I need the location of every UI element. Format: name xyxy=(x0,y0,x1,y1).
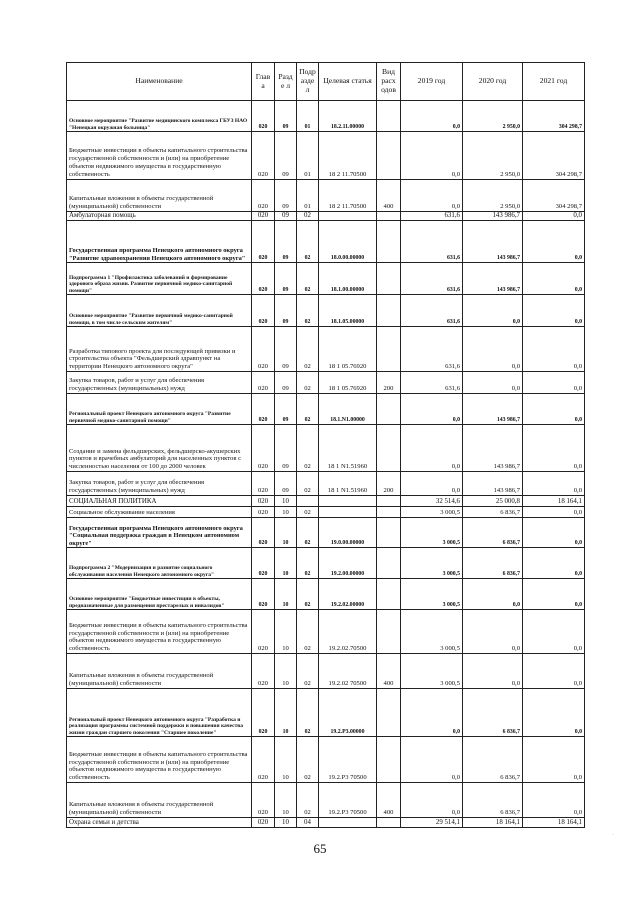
row-2019: 631,6 xyxy=(401,295,463,327)
row-glava: 020 xyxy=(252,472,275,496)
row-glava: 020 xyxy=(252,689,275,737)
row-glava: 020 xyxy=(252,579,275,610)
row-target-article: 18 2 11.70500 xyxy=(319,132,377,180)
row-target-article: 18.2.11.00000 xyxy=(319,101,377,132)
row-expense-type xyxy=(377,496,401,507)
row-name: Капитальные вложения в объекты государственной (муниципальной) собственности xyxy=(67,180,252,212)
row-expense-type xyxy=(377,689,401,737)
row-2021: 0,0 xyxy=(523,472,585,496)
row-glava: 020 xyxy=(252,180,275,212)
row-razdel: 09 xyxy=(275,295,297,327)
row-2021: 0,0 xyxy=(523,372,585,394)
row-2020: 6 836,7 xyxy=(463,737,523,783)
row-expense-type xyxy=(377,212,401,221)
row-expense-type xyxy=(377,263,401,295)
row-glava: 020 xyxy=(252,295,275,327)
row-2020: 143 986,7 xyxy=(463,394,523,425)
table-row xyxy=(67,101,585,132)
header-year-2020: 2020 год xyxy=(463,63,523,101)
header-target-article: Целевая статья xyxy=(319,63,377,101)
table-row xyxy=(67,372,585,394)
row-razdel: 10 xyxy=(275,518,297,548)
table-row xyxy=(67,654,585,689)
row-2020: 143 986,7 xyxy=(463,212,523,221)
row-2021: 0,0 xyxy=(523,689,585,737)
row-2019: 631,6 xyxy=(401,212,463,221)
header-year-2021: 2021 год xyxy=(523,63,585,101)
row-name: Бюджетные инвестиции в объекты капитального строительства государственной собственности и (или) на приобретение объектов недвижимого имущества в государственную собственность xyxy=(67,737,252,783)
budget-table xyxy=(66,62,585,828)
row-expense-type xyxy=(377,221,401,263)
row-name: Государственная программа Ненецкого автономного округа "Социальная поддержка граждан в Ненецком автономном округе" xyxy=(67,518,252,548)
row-podrazdel: 02 xyxy=(297,472,319,496)
row-2021: 304 298,7 xyxy=(523,101,585,132)
row-glava: 020 xyxy=(252,518,275,548)
row-razdel: 10 xyxy=(275,783,297,818)
row-razdel: 09 xyxy=(275,472,297,496)
row-name: Региональный проект Ненецкого автономного округа "Разработка и реализация программы системной поддержки и повышения качества жизни граждан старшего поколения "Старшее поколение" xyxy=(67,689,252,737)
row-name: Создание и замена фельдшерских, фельдшерско-акушерских пунктов и врачебных амбулаторий для населенных пунктов с численностью населения от 100 до 2000 человек xyxy=(67,425,252,472)
row-target-article: 19.2.02.70500 xyxy=(319,610,377,654)
row-2019: 3 000,5 xyxy=(401,654,463,689)
row-2019: 0,0 xyxy=(401,101,463,132)
table-row xyxy=(67,818,585,828)
row-glava: 020 xyxy=(252,425,275,472)
row-expense-type: 400 xyxy=(377,783,401,818)
row-2021: 304 298,7 xyxy=(523,132,585,180)
table-row xyxy=(67,579,585,610)
row-razdel: 09 xyxy=(275,263,297,295)
row-podrazdel: 02 xyxy=(297,212,319,221)
row-expense-type xyxy=(377,518,401,548)
row-2019: 0,0 xyxy=(401,180,463,212)
row-podrazdel: 02 xyxy=(297,783,319,818)
row-razdel: 09 xyxy=(275,221,297,263)
row-name: Основное мероприятие "Развитие медицинского комплекса ГБУЗ НАО "Ненецкая окружная больница" xyxy=(67,101,252,132)
row-podrazdel: 02 xyxy=(297,507,319,518)
header-podrazdel: Подр аздел xyxy=(297,63,319,101)
row-2021: 0,0 xyxy=(523,579,585,610)
row-glava: 020 xyxy=(252,394,275,425)
row-podrazdel: 02 xyxy=(297,579,319,610)
row-target-article: 18.1.00.00000 xyxy=(319,263,377,295)
row-2019: 631,6 xyxy=(401,372,463,394)
row-name: Региональный проект Ненецкого автономного округа "Развитие первичной медико-санитарной помощи" xyxy=(67,394,252,425)
row-expense-type xyxy=(377,327,401,372)
row-expense-type: 200 xyxy=(377,472,401,496)
row-2021: 0,0 xyxy=(523,783,585,818)
row-glava: 020 xyxy=(252,654,275,689)
row-name: Бюджетные инвестиции в объекты капитального строительства государственной собственности и (или) на приобретение объектов недвижимого имущества в государственную собственность xyxy=(67,132,252,180)
row-2019: 32 514,6 xyxy=(401,496,463,507)
row-podrazdel: 02 xyxy=(297,221,319,263)
row-2020: 0,0 xyxy=(463,579,523,610)
table-row xyxy=(67,295,585,327)
table-row xyxy=(67,518,585,548)
row-glava: 020 xyxy=(252,101,275,132)
row-name: Государственная программа Ненецкого автономного округа "Развитие здравоохранения Ненецкого автономного округа" xyxy=(67,221,252,263)
row-2019: 3 000,5 xyxy=(401,548,463,579)
row-target-article xyxy=(319,212,377,221)
row-glava: 020 xyxy=(252,818,275,828)
row-razdel: 10 xyxy=(275,548,297,579)
row-target-article: 19.2.00.00000 xyxy=(319,548,377,579)
header-name: Наименование xyxy=(67,63,252,101)
row-2021: 0,0 xyxy=(523,221,585,263)
row-glava: 020 xyxy=(252,737,275,783)
row-name: Закупка товаров, работ и услуг для обеспечения государственных (муниципальных) нужд xyxy=(67,372,252,394)
row-expense-type xyxy=(377,295,401,327)
header-year-2019: 2019 год xyxy=(401,63,463,101)
row-expense-type xyxy=(377,394,401,425)
row-2020: 143 986,7 xyxy=(463,425,523,472)
row-podrazdel: 01 xyxy=(297,101,319,132)
row-target-article: 18 1 N1.51960 xyxy=(319,472,377,496)
row-expense-type xyxy=(377,101,401,132)
row-expense-type: 400 xyxy=(377,654,401,689)
header-expense-type: Вид расх одов xyxy=(377,63,401,101)
row-2021: 0,0 xyxy=(523,212,585,221)
row-expense-type: 200 xyxy=(377,372,401,394)
row-target-article xyxy=(319,496,377,507)
row-2019: 3 000,5 xyxy=(401,507,463,518)
row-razdel: 09 xyxy=(275,327,297,372)
row-razdel: 10 xyxy=(275,496,297,507)
table-row xyxy=(67,548,585,579)
row-razdel: 10 xyxy=(275,818,297,828)
row-2019: 3 000,5 xyxy=(401,610,463,654)
row-2021: 0,0 xyxy=(523,425,585,472)
table-row xyxy=(67,327,585,372)
row-target-article xyxy=(319,818,377,828)
row-expense-type xyxy=(377,610,401,654)
row-2021: 0,0 xyxy=(523,507,585,518)
row-target-article: 18 1 05.76920 xyxy=(319,372,377,394)
row-glava: 020 xyxy=(252,507,275,518)
table-row xyxy=(67,689,585,737)
row-razdel: 09 xyxy=(275,425,297,472)
row-razdel: 10 xyxy=(275,737,297,783)
table-row xyxy=(67,507,585,518)
row-glava: 020 xyxy=(252,263,275,295)
row-2021: 0,0 xyxy=(523,518,585,548)
table-row xyxy=(67,472,585,496)
table-row xyxy=(67,212,585,221)
row-name: Подпрограмма 2 "Модернизация и развитие социального обслуживания населения Ненецкого автономного округа" xyxy=(67,548,252,579)
row-podrazdel: 02 xyxy=(297,654,319,689)
row-target-article: 18.1.N1.00000 xyxy=(319,394,377,425)
row-razdel: 09 xyxy=(275,394,297,425)
row-podrazdel: 02 xyxy=(297,263,319,295)
row-2020: 25 000,8 xyxy=(463,496,523,507)
row-expense-type xyxy=(377,425,401,472)
row-2020: 0,0 xyxy=(463,372,523,394)
row-expense-type xyxy=(377,579,401,610)
row-glava: 020 xyxy=(252,610,275,654)
row-2019: 0,0 xyxy=(401,425,463,472)
row-podrazdel: 02 xyxy=(297,689,319,737)
table-row xyxy=(67,263,585,295)
row-glava: 020 xyxy=(252,221,275,263)
row-glava: 020 xyxy=(252,212,275,221)
row-2021: 0,0 xyxy=(523,737,585,783)
table-row xyxy=(67,610,585,654)
row-2020: 0,0 xyxy=(463,295,523,327)
row-2021: 18 164,1 xyxy=(523,818,585,828)
row-razdel: 09 xyxy=(275,180,297,212)
table-row xyxy=(67,180,585,212)
row-2020: 18 164,1 xyxy=(463,818,523,828)
row-2020: 143 986,7 xyxy=(463,263,523,295)
row-glava: 020 xyxy=(252,548,275,579)
row-2020: 143 986,7 xyxy=(463,221,523,263)
row-2019: 0,0 xyxy=(401,472,463,496)
row-2019: 631,6 xyxy=(401,327,463,372)
table-header-row xyxy=(67,63,585,101)
row-name: Закупка товаров, работ и услуг для обеспечения государственных (муниципальных) нужд xyxy=(67,472,252,496)
header-glava: Глав а xyxy=(252,63,275,101)
row-glava: 020 xyxy=(252,132,275,180)
row-glava: 020 xyxy=(252,783,275,818)
row-name: Охрана семьи и детства xyxy=(67,818,252,828)
row-2019: 3 000,5 xyxy=(401,518,463,548)
row-expense-type xyxy=(377,548,401,579)
table-row xyxy=(67,221,585,263)
row-podrazdel: 02 xyxy=(297,295,319,327)
row-name: Капитальные вложения в объекты государственной (муниципальной) собственности xyxy=(67,783,252,818)
row-2021: 0,0 xyxy=(523,295,585,327)
row-2019: 0,0 xyxy=(401,689,463,737)
table-row xyxy=(67,783,585,818)
row-name: Подпрограмма 1 "Профилактика заболеваний и формирование здорового образа жизни. Развитие первичной медико-санитарной помощи" xyxy=(67,263,252,295)
row-expense-type xyxy=(377,737,401,783)
row-2021: 304 298,7 xyxy=(523,180,585,212)
row-2020: 6 836,7 xyxy=(463,689,523,737)
row-2019: 0,0 xyxy=(401,394,463,425)
row-target-article: 18 2 11.70500 xyxy=(319,180,377,212)
table-row xyxy=(67,496,585,507)
row-podrazdel: 02 xyxy=(297,518,319,548)
row-2019: 0,0 xyxy=(401,132,463,180)
row-podrazdel: 02 xyxy=(297,327,319,372)
row-name: Социальное обслуживание населения xyxy=(67,507,252,518)
row-2020: 2 950,0 xyxy=(463,101,523,132)
row-podrazdel: 04 xyxy=(297,818,319,828)
row-2019: 29 514,1 xyxy=(401,818,463,828)
row-2020: 0,0 xyxy=(463,610,523,654)
row-razdel: 09 xyxy=(275,212,297,221)
row-razdel: 09 xyxy=(275,132,297,180)
page-number: 65 xyxy=(313,841,327,856)
row-target-article: 19.0.00.00000 xyxy=(319,518,377,548)
row-expense-type xyxy=(377,132,401,180)
row-name: СОЦИАЛЬНАЯ ПОЛИТИКА xyxy=(67,496,252,507)
row-name: Разработка типового проекта для последующей привязки и строительства объекта "Фельдшерский здравпункт на территории Ненецкого автономного округа" xyxy=(67,327,252,372)
row-2021: 0,0 xyxy=(523,610,585,654)
row-podrazdel: 02 xyxy=(297,737,319,783)
row-target-article: 19.2.02 70500 xyxy=(319,654,377,689)
row-2021: 0,0 xyxy=(523,394,585,425)
row-razdel: 09 xyxy=(275,372,297,394)
row-razdel: 10 xyxy=(275,689,297,737)
row-2019: 3 000,5 xyxy=(401,579,463,610)
row-glava: 020 xyxy=(252,496,275,507)
row-target-article: 19.2.P3 70500 xyxy=(319,783,377,818)
row-name: Основное мероприятие "Бюджетные инвестиции в объекты, предназначенные для размещения престарелых и инвалидов" xyxy=(67,579,252,610)
row-name: Капитальные вложения в объекты государственной (муниципальной) собственности xyxy=(67,654,252,689)
row-target-article: 18.1.05.00000 xyxy=(319,295,377,327)
row-podrazdel: 02 xyxy=(297,394,319,425)
row-podrazdel: 01 xyxy=(297,180,319,212)
row-2021: 0,0 xyxy=(523,654,585,689)
row-name: Бюджетные инвестиции в объекты капитального строительства государственной собственности и (или) на приобретение объектов недвижимого имущества в государственную собственность xyxy=(67,610,252,654)
row-razdel: 09 xyxy=(275,101,297,132)
row-podrazdel: 02 xyxy=(297,425,319,472)
row-razdel: 10 xyxy=(275,507,297,518)
row-2019: 631,6 xyxy=(401,221,463,263)
row-podrazdel: 02 xyxy=(297,548,319,579)
table-row xyxy=(67,737,585,783)
row-2020: 6 836,7 xyxy=(463,507,523,518)
row-razdel: 10 xyxy=(275,610,297,654)
table-row xyxy=(67,425,585,472)
row-2021: 18 164,1 xyxy=(523,496,585,507)
row-2020: 6 836,7 xyxy=(463,548,523,579)
row-2019: 0,0 xyxy=(401,783,463,818)
row-glava: 020 xyxy=(252,372,275,394)
row-target-article: 18.0.00.00000 xyxy=(319,221,377,263)
row-2020: 0,0 xyxy=(463,327,523,372)
row-expense-type xyxy=(377,507,401,518)
row-name: Основное мероприятие "Развитие первичной медико-санитарной помощи, в том числе сельским жителям" xyxy=(67,295,252,327)
row-razdel: 10 xyxy=(275,579,297,610)
header-razdel: Разде л xyxy=(275,63,297,101)
row-target-article: 18 1 N1.51960 xyxy=(319,425,377,472)
row-target-article xyxy=(319,507,377,518)
row-target-article: 19.2.02.00000 xyxy=(319,579,377,610)
row-target-article: 19.2.P3 70500 xyxy=(319,737,377,783)
scan-mark: · xyxy=(612,832,614,838)
row-razdel: 10 xyxy=(275,654,297,689)
row-2020: 6 836,7 xyxy=(463,783,523,818)
row-2021: 0,0 xyxy=(523,327,585,372)
row-target-article: 19.2.P3.00000 xyxy=(319,689,377,737)
row-2020: 6 836,7 xyxy=(463,518,523,548)
row-2020: 2 950,0 xyxy=(463,132,523,180)
row-name: Амбулаторная помощь xyxy=(67,212,252,221)
row-podrazdel: 01 xyxy=(297,132,319,180)
row-glava: 020 xyxy=(252,327,275,372)
row-expense-type xyxy=(377,818,401,828)
table-row xyxy=(67,132,585,180)
row-2019: 631,6 xyxy=(401,263,463,295)
row-2020: 0,0 xyxy=(463,654,523,689)
row-2020: 143 986,7 xyxy=(463,472,523,496)
table-row xyxy=(67,394,585,425)
row-2020: 2 950,0 xyxy=(463,180,523,212)
row-podrazdel: 02 xyxy=(297,610,319,654)
row-expense-type: 400 xyxy=(377,180,401,212)
row-2021: 0,0 xyxy=(523,263,585,295)
row-2019: 0,0 xyxy=(401,737,463,783)
row-podrazdel: 02 xyxy=(297,372,319,394)
row-target-article: 18 1 05.76920 xyxy=(319,327,377,372)
row-2021: 0,0 xyxy=(523,548,585,579)
row-podrazdel xyxy=(297,496,319,507)
